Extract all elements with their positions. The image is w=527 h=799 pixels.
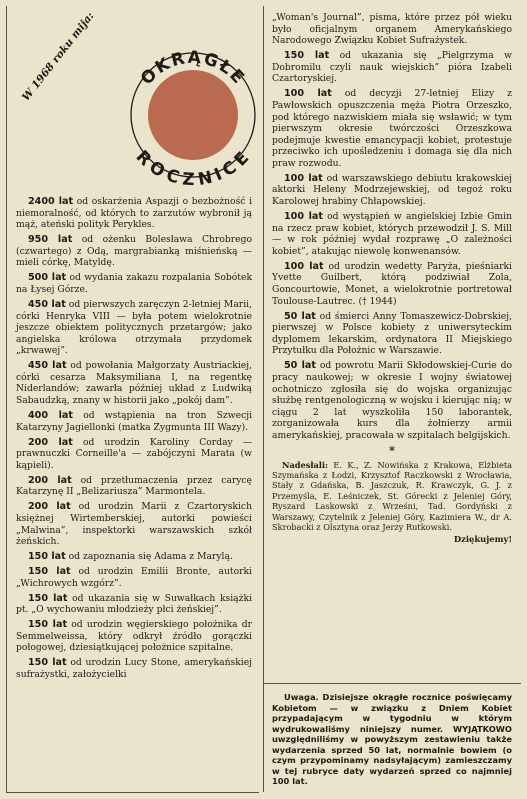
entry-text: od urodzin Lucy Stone, amerykańskiej sufrażystki, założycielki bbox=[16, 657, 252, 681]
entry-years: 150 lat bbox=[28, 657, 67, 669]
entry-years: 50 lat bbox=[284, 360, 316, 372]
badge-disc bbox=[148, 70, 238, 160]
entry-years: 150 lat bbox=[28, 619, 68, 631]
left-column bbox=[16, 196, 252, 684]
note-text: Dzisiejsze okrągłe rocznice poświęcamy Kobietom — w związku z Dniem Kobiet przypadającym w tygodniu w którym wydrukowaliśmy niniejszy numer. WYJĄTKOWO uwzględniliśmy w powyższym zestawieniu także wydarzenia sprzed 50 lat, normalnie bowiem (o czym przypominamy nadsyłającym) zamieszczamy w tej rubryce daty wydarzeń sprzed co najmniej 100 lat. bbox=[272, 692, 512, 786]
anniversary-entry bbox=[16, 619, 252, 654]
entry-years: 150 lat bbox=[284, 50, 330, 62]
entry-years: 100 lat bbox=[284, 88, 332, 100]
entry-text: od oskarżenia Aspazji o bezbożność i niemoralność, od których to zarzutów wybronił ją mąż, ateński polityk Perykles. bbox=[16, 196, 253, 231]
entry-years: 150 lat bbox=[28, 566, 71, 578]
anniversary-entry bbox=[16, 437, 252, 472]
continued-text: „Woman's Journal”, pisma, które przez pół wieku było oficjalnym organem Amerykańskiego Narodowego Związku Kobiet Sufrażystek. bbox=[272, 12, 512, 47]
dateline: W 1968 roku mija: bbox=[20, 10, 97, 104]
entry-years: 150 lat bbox=[28, 592, 68, 604]
entry-text: od urodzin Karoliny Corday — prawnuczki Corneille'a — zabójczyni Marata (w kąpieli). bbox=[16, 436, 253, 471]
anniversary-entry bbox=[16, 566, 252, 589]
entry-years: 450 lat bbox=[28, 360, 67, 372]
entry-text: od wydania zakazu rozpalania Sobótek na Łysej Górze. bbox=[16, 272, 253, 295]
anniversary-entry bbox=[272, 261, 512, 307]
anniversary-entry bbox=[16, 299, 252, 357]
entry-years: 200 lat bbox=[28, 501, 71, 513]
entry-years: 500 lat bbox=[28, 272, 67, 284]
anniversary-entry bbox=[272, 211, 512, 257]
entry-text: od ukazania się w Suwałkach książki pt. „O wychowaniu młodzieży płci żeńskiej”. bbox=[16, 592, 253, 616]
anniversary-entry bbox=[16, 475, 252, 498]
entry-years: 200 lat bbox=[28, 436, 73, 448]
entry-text: od urodzin wedetty Paryża, pieśniarki Yvette Guilbert, którą podziwiał Zola, Goncourtowie, Monet, a wielokrotnie portretował Toulouse-Lautrec. († 1944) bbox=[272, 260, 512, 307]
entry-text: od urodzin węgierskiego położnika dr Semmelweissa, który odkrył źródło gorączki połogowej, dziesiątkującej położnice szpitalne. bbox=[16, 619, 252, 654]
anniversary-entry bbox=[16, 360, 252, 406]
entry-text: od pierwszych zaręczyn 2-letniej Marii, córki Henryka VIII — była potem wielokrotnie jeszcze obiektem politycznych przetargów; jako angielska królowa otrzymała przydomek „krwawej”. bbox=[16, 298, 252, 357]
entry-text: od decyzji 27-letniej Elizy z Pawłowskich opuszczenia męża Piotra Orzeszko, pod którego nazwiskiem miała się wsławić; w tym pierwszym okresie twórczości Orzeszkowa podejmuje kwestie emancypacji kobiet, protestuje przeciwko ich upośledzeniu i domaga się dla nich praw rozwodu. bbox=[272, 88, 512, 169]
entry-years: 50 lat bbox=[284, 310, 316, 322]
contributors-label: Nadesłali: bbox=[282, 459, 329, 470]
editorial-note bbox=[272, 692, 512, 787]
entry-text: od zapoznania się Adama z Marylą. bbox=[65, 551, 233, 563]
entry-years: 450 lat bbox=[28, 298, 66, 310]
anniversary-entry bbox=[16, 410, 252, 433]
entry-years: 2400 lat bbox=[28, 196, 74, 207]
anniversary-entry bbox=[16, 272, 252, 295]
contributors-list: E. K., Z. Nowińska z Krakowa, Elżbieta Szymańska z Łodzi, Krzysztof Raczkowski z Wrocławia, Stały z Gdańska, B. Jaszczuk, R. Krawczyk, G. J. z Przemyśla, E. Leśniczek, St. Górecki z Jeleniej Góry, Ryszard Laskowski z Wrześni, Tad. Gordyński z Warszawy, Czytelnik z Jeleniej Góry, Kazimiera W., dr A. Skrobacki z Olsztyna oraz Jerzy Rutkowski. bbox=[272, 459, 512, 532]
entry-text: od śmierci Anny Tomaszewicz-Dobrskiej, pierwszej w Polsce kobiety z uniwersyteckim dyplomem lekarskim, ordynatora II Miejskiego Przytułku dla Położnic w Warszawie. bbox=[272, 310, 512, 357]
entry-years: 100 lat bbox=[284, 172, 323, 184]
anniversary-entry bbox=[272, 88, 512, 169]
entry-text: od wstąpienia na tron Szwecji Katarzyny Jagiellonki (matka Zygmunta III Wazy). bbox=[16, 410, 253, 433]
entry-years: 950 lat bbox=[28, 234, 73, 246]
thanks-line: Dziękujemy! bbox=[453, 534, 512, 545]
anniversary-entry bbox=[16, 196, 252, 231]
note-divider-top bbox=[263, 683, 521, 684]
right-entries bbox=[272, 50, 512, 441]
entry-years: 400 lat bbox=[28, 410, 73, 422]
anniversary-entry bbox=[16, 551, 252, 563]
entry-text: od powołania Małgorzaty Austriackiej, córki cesarza Maksymiliana I, na regentkę Niderlandów; zawarła później układ z Ludwiką Sabaudzką, znany w historii jako „pokój dam”. bbox=[16, 360, 253, 407]
entry-text: od ukazania się „Pielgrzyma w Dobromilu czyli nauk wiejskich” pióra Izabeli Czartoryskiej. bbox=[272, 50, 512, 85]
anniversary-entry bbox=[16, 657, 252, 680]
entry-years: 100 lat bbox=[284, 211, 323, 223]
anniversary-entry bbox=[16, 234, 252, 269]
badge-title-top: OKRĄGŁE bbox=[137, 47, 250, 90]
note-lead: Uwaga. bbox=[284, 692, 319, 702]
contributors bbox=[272, 460, 512, 533]
entry-text: od ożenku Bolesława Chrobrego (czwartego) z Odą, margrabianką miśnieńską — mieli córkę, Matyldę. bbox=[16, 234, 252, 269]
anniversary-entry bbox=[272, 360, 512, 441]
anniversaries-badge bbox=[118, 40, 268, 190]
anniversary-entry bbox=[272, 173, 512, 208]
entry-years: 100 lat bbox=[284, 260, 324, 272]
badge-title-bottom: ROCZNICE bbox=[131, 146, 255, 190]
entry-years: 150 lat bbox=[28, 551, 66, 563]
right-column bbox=[272, 12, 512, 546]
section-star: * bbox=[389, 443, 395, 457]
entry-years: 200 lat bbox=[28, 474, 72, 486]
entry-text: od powrotu Marii Skłodowskiej-Curie do pracy naukowej; w okresie I wojny światowej ochotniczo zgłosiła się do wojska organizując służbę rentgenologiczną w wojsku i kierując nią; w ciągu 2 lat wyszkoliła 150 laborantek, zorganizowała kurs dla żołnierzy armii amerykańskiej, pracowała w szpitalach belgijskich. bbox=[272, 360, 512, 441]
anniversary-entry bbox=[16, 501, 252, 547]
entry-text: od przetłumaczenia przez carycę Katarzynę II „Belizariusza” Marmontela. bbox=[16, 474, 252, 498]
entry-text: od urodzin Emilii Bronte, autorki „Wichrowych wzgórz”. bbox=[16, 566, 252, 589]
anniversary-entry bbox=[272, 311, 512, 357]
anniversary-entry bbox=[16, 593, 252, 616]
entry-text: od urodzin Marii z Czartoryskich księżnej Wirtemberskiej, autorki powieści „Malwina”, inspektorki warszawskich szkół żeńskich. bbox=[16, 501, 252, 548]
entry-text: od warszawskiego debiutu krakowskiej aktorki Heleny Modrzejewskiej, od tegoż roku Karolowej hrabiny Chłapowskiej. bbox=[272, 172, 512, 208]
entry-text: od wystąpień w angielskiej Izbie Gmin na rzecz praw kobiet, których przewodził J. S. Mill — w rok później wydał rozprawę „O zależności kobiet”, atakując niewolę konwenansów. bbox=[272, 211, 512, 257]
anniversary-entry bbox=[272, 50, 512, 85]
